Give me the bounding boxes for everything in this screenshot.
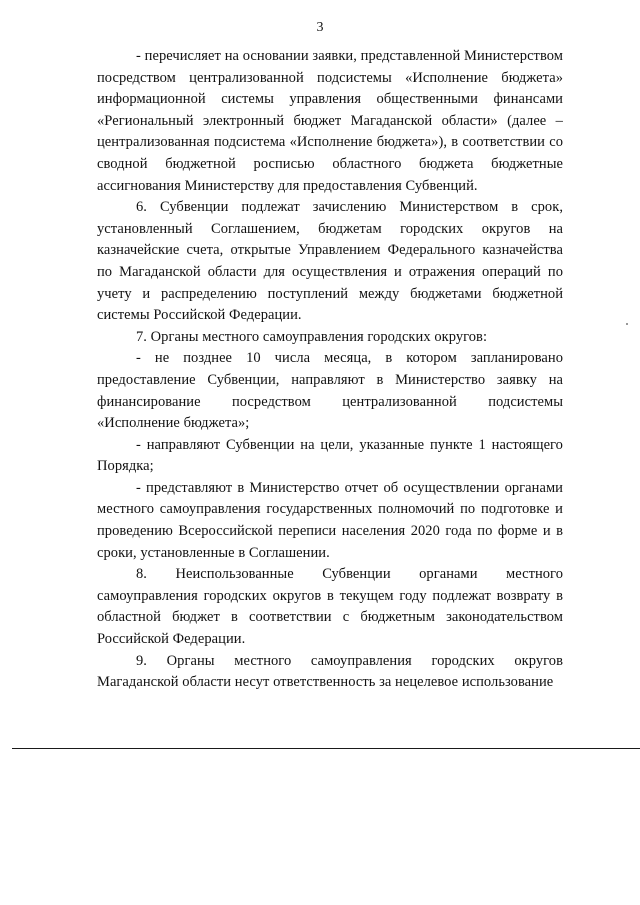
paragraph-item-7: 7. Органы местного самоуправления городских округов: [136, 328, 488, 345]
paragraph-item-9: 9. Органы местного самоуправления городских округов Магаданской области несут ответственность за нецелевое использование [97, 652, 563, 691]
paragraph-item-8: 8. Неиспользованные Субвенции органами местного самоуправления городских округов в текущем году подлежат возврату в областной бюджет в соответствии с бюджетным законодательством Российской Федерации. [97, 566, 563, 648]
paragraph-item-6: 6. Субвенции подлежат зачислению Министерством в срок, установленный Соглашением, бюджетам городских округов на казначейские счета, открытые Управлением Федерального казначейства по Магаданской области для осуществления и отражения операций по учету и распределению поступлений между бюджетами бюджетной системы Российской Федерации. [97, 199, 563, 324]
paragraph-item-7-request: - не позднее 10 числа месяца, в котором запланировано предоставление Субвенции, направляют в Министерство заявку на финансирование посредством централизованной подсистемы «Исполнение бюджета»; [97, 350, 563, 432]
document-body [97, 46, 563, 694]
scan-speck [626, 323, 628, 325]
page-number: 3 [316, 20, 324, 35]
paragraph-item-7-direct: - направляют Субвенции на цели, указанные пункте 1 настоящего Порядка; [97, 436, 563, 475]
paragraph-transfer-allocations: - перечисляет на основании заявки, представленной Министерством посредством централизованной подсистемы «Исполнение бюджета» информационной системы управления общественными финансами «Региональный электронный бюджет Магаданской области» (далее – централизованная подсистема «Исполнение бюджета»), в соответствии со сводной бюджетной росписью областного бюджета бюджетные ассигнования Министерству для предоставления Субвенций. [97, 48, 563, 194]
paragraph-item-7-report: - представляют в Министерство отчет об осуществлении органами местного самоуправления государственных полномочий по подготовке и проведению Всероссийской переписи населения 2020 года по форме и в сроки, установленные в Соглашении. [97, 479, 563, 561]
page-bottom-rule [12, 748, 640, 749]
